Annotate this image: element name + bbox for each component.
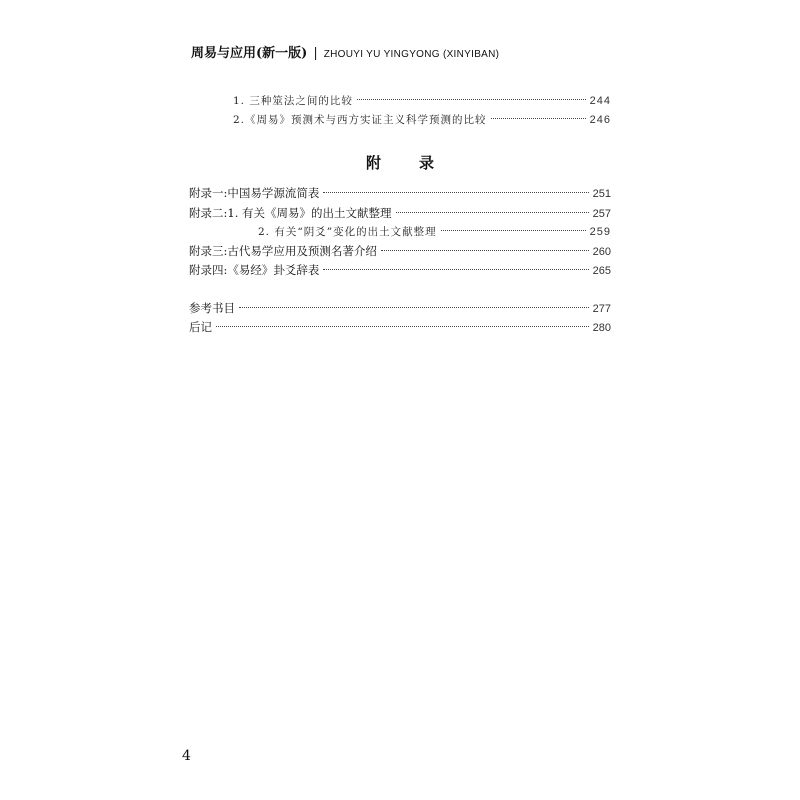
toc-entry-appendix-2b[interactable] [258,224,611,240]
toc-entry-label: 2. 有关“阴爻”变化的出土文献整理 [258,226,437,238]
toc-entry-label: 参考书目 [189,301,235,315]
toc-entry-page: 259 [589,226,611,238]
header-separator: | [313,46,318,61]
toc-entry[interactable] [233,93,611,109]
toc-entry-page: 246 [589,114,611,126]
toc-entry-page: 280 [592,322,611,334]
toc-entry-references[interactable] [189,300,611,317]
toc-entry-afterword[interactable] [189,319,611,336]
toc-entry[interactable] [233,112,611,128]
toc-entry-label: 附录三:古代易学应用及预测名著介绍 [189,244,377,258]
toc-entry-appendix-3[interactable] [189,243,611,260]
appendix-heading [366,152,434,173]
leader-dots [396,212,589,213]
toc-entry-label: 2.《周易》预测术与西方实证主义科学预测的比较 [233,114,487,126]
header-title-chinese: 周易与应用(新一版) [191,46,308,61]
leader-dots [323,192,588,193]
leader-dots [323,269,588,270]
toc-entry-page: 277 [592,303,611,315]
toc-entry-appendix-2[interactable] [189,205,611,222]
appendix-heading-char1: 附 [366,154,382,172]
appendix-heading-char2: 录 [419,154,435,172]
running-header [191,46,499,63]
leader-dots [216,326,589,327]
leader-dots [441,230,586,231]
leader-dots [381,250,589,251]
toc-entry-appendix-4[interactable] [189,262,611,279]
page-number: 4 [182,748,191,764]
toc-entry-page: 257 [592,208,611,220]
leader-dots [491,118,586,119]
toc-entry-label: 后记 [189,320,212,334]
leader-dots [357,99,586,100]
toc-entry-label: 附录二:1. 有关《周易》的出土文献整理 [189,206,392,220]
toc-entry-page: 260 [592,246,611,258]
header-title-pinyin: ZHOUYI YU YINGYONG (XINYIBAN) [323,49,500,60]
leader-dots [239,307,589,308]
toc-entry-label: 1. 三种筮法之间的比较 [233,95,353,107]
toc-entry-label: 附录一:中国易学源流简表 [189,186,320,200]
toc-entry-page: 244 [589,95,611,107]
toc-entry-page: 251 [592,188,611,200]
toc-entry-label: 附录四:《易经》卦爻辞表 [189,263,320,277]
toc-entry-page: 265 [592,265,611,277]
toc-entry-appendix-1[interactable] [189,185,611,202]
